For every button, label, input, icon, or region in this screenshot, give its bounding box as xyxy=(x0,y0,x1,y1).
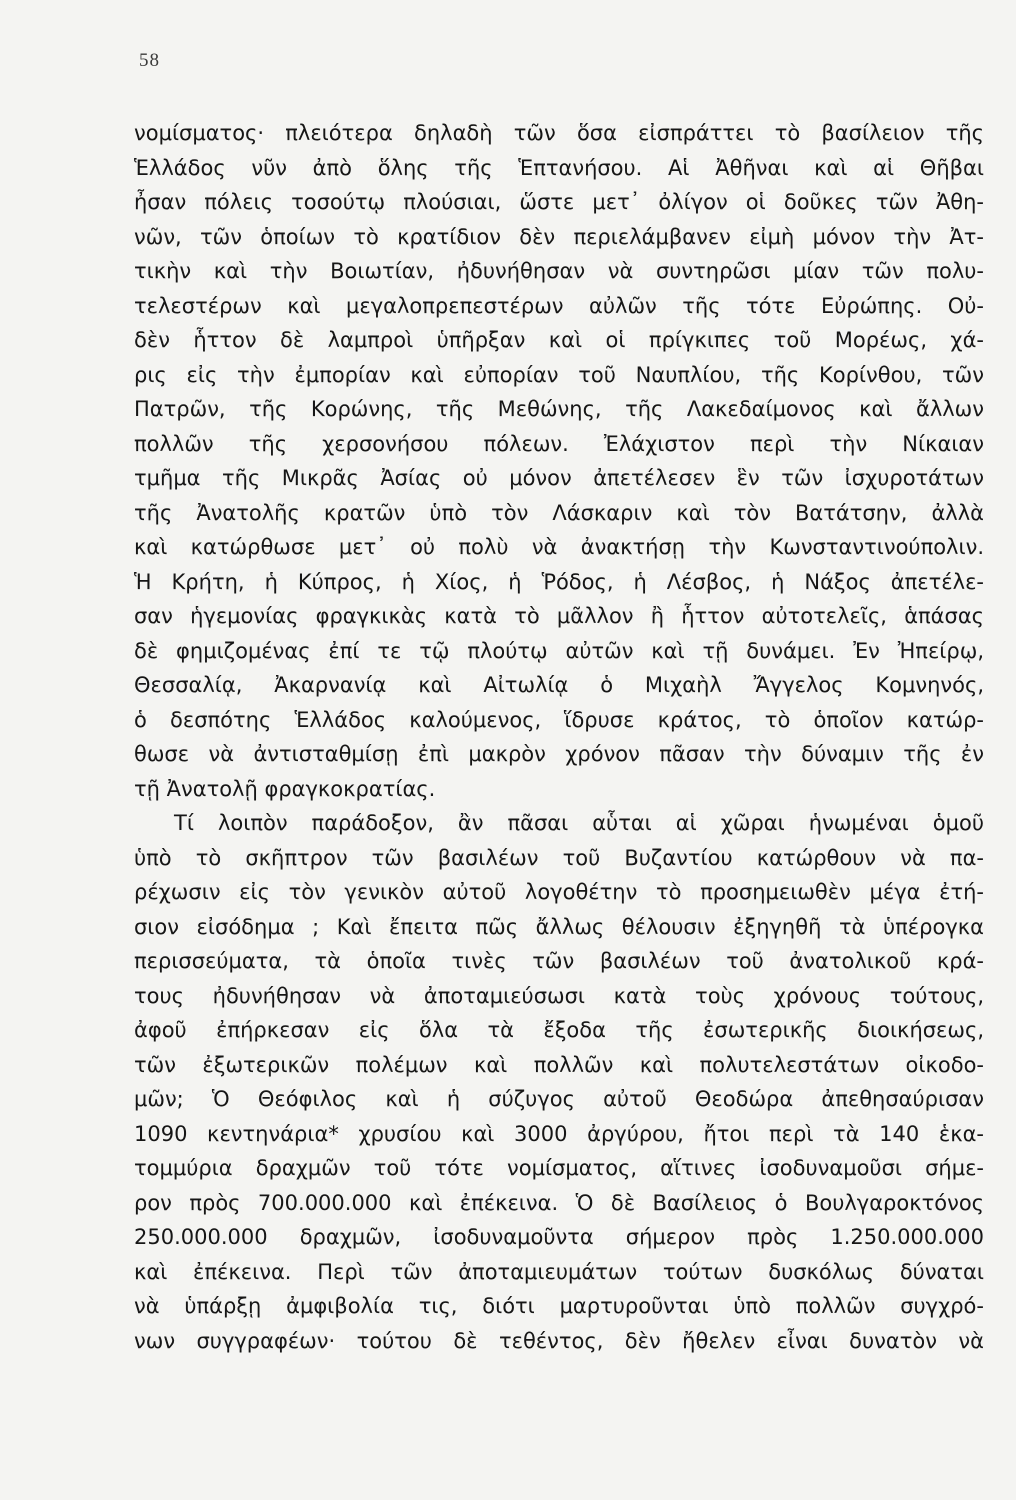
text-line: νων συγγραφέων· τούτου δὲ τεθέντος, δὲν ἤθελεν εἶναι δυνατὸν νὰ xyxy=(134,1328,984,1353)
text-line: πολλῶν τῆς χερσονήσου πόλεων. Ἐλάχιστον περὶ τὴν Νίκαιαν xyxy=(134,431,984,456)
text-line: Τί λοιπὸν παράδοξον, ἂν πᾶσαι αὗται αἱ χῶραι ἡνωμέναι ὁμοῦ xyxy=(174,811,984,835)
text-line: τελεστέρων καὶ μεγαλοπρεπεστέρων αὐλῶν τῆς τότε Εὐρώπης. Οὐ- xyxy=(134,293,984,318)
text-line: Θεσσαλίᾳ, Ἀκαρνανίᾳ καὶ Αἰτωλίᾳ ὁ Μιχαὴλ Ἄγγελος Κομνηνός, xyxy=(134,673,984,697)
text-line: 250.000.000 δραχμῶν, ἰσοδυναμοῦντα σήμερον πρὸς 1.250.000.000 xyxy=(134,1225,984,1249)
text-line: θωσε νὰ ἀντισταθμίσῃ ἐπὶ μακρὸν χρόνον πᾶσαν τὴν δύναμιν τῆς ἐν xyxy=(134,742,984,766)
text-line: τους ἠδυνήθησαν νὰ ἀποταμιεύσωσι κατὰ τοὺς χρόνους τούτους, xyxy=(134,983,984,1008)
text-line: ἦσαν πόλεις τοσούτῳ πλούσιαι, ὥστε μετ᾽ ὀλίγον οἱ δοῦκες τῶν Ἀθη- xyxy=(134,190,984,214)
text-line: μῶν; Ὁ Θεόφιλος καὶ ἡ σύζυγος αὐτοῦ Θεοδώρα ἀπεθησαύρισαν xyxy=(134,1087,984,1111)
text-line: δὲ φημιζομένας ἐπί τε τῷ πλούτῳ αὐτῶν καὶ τῇ δυνάμει. Ἐν Ἠπείρῳ, xyxy=(134,638,984,663)
text-line: Ἡ Κρήτη, ἡ Κύπρος, ἡ Χίος, ἡ Ῥόδος, ἡ Λέσβος, ἡ Νάξος ἀπετέλε- xyxy=(134,569,984,594)
text-line: σαν ἡγεμονίας φραγκικὰς κατὰ τὸ μᾶλλον ἢ ἧττον αὐτοτελεῖς, ἁπάσας xyxy=(134,604,984,628)
text-line: δὲν ἧττον δὲ λαμπροὶ ὑπῆρξαν καὶ οἱ πρίγκιπες τοῦ Μορέως, χά- xyxy=(134,328,984,352)
body-text xyxy=(134,116,984,1358)
text-line: τῶν ἐξωτερικῶν πολέμων καὶ πολλῶν καὶ πολυτελεστάτων οἰκοδο- xyxy=(134,1052,984,1077)
text-line: τῇ Ἀνατολῇ φραγκοκρατίας. xyxy=(134,776,436,801)
text-line: τῆς Ἀνατολῆς κρατῶν ὑπὸ τὸν Λάσκαριν καὶ τὸν Βατάτσην, ἀλλὰ xyxy=(134,500,984,525)
text-line: ὁ δεσπότης Ἑλλάδος καλούμενος, ἵδρυσε κράτος, τὸ ὁποῖον κατώρ- xyxy=(134,707,984,732)
text-line: 1090 κεντηνάρια* χρυσίου καὶ 3000 ἀργύρου, ἤτοι περὶ τὰ 140 ἑκα- xyxy=(134,1121,984,1146)
text-line: ρέχωσιν εἰς τὸν γενικὸν αὐτοῦ λογοθέτην τὸ προσημειωθὲν μέγα ἐτή- xyxy=(134,880,984,904)
text-line: Πατρῶν, τῆς Κορώνης, τῆς Μεθώνης, τῆς Λακεδαίμονος καὶ ἄλλων xyxy=(134,397,984,421)
text-line: ρον πρὸς 700.000.000 καὶ ἐπέκεινα. Ὁ δὲ Βασίλειος ὁ Βουλγαροκτόνος xyxy=(134,1190,984,1215)
text-line: τομμύρια δραχμῶν τοῦ τότε νομίσματος, αἵτινες ἰσοδυναμοῦσι σήμε- xyxy=(134,1156,984,1180)
text-line: νῶν, τῶν ὁποίων τὸ κρατίδιον δὲν περιελάμβανεν εἰμὴ μόνον τὴν Ἀτ- xyxy=(134,224,984,249)
text-line: ὑπὸ τὸ σκῆπτρον τῶν βασιλέων τοῦ Βυζαντίου κατώρθουν νὰ πα- xyxy=(134,845,984,870)
text-line: ρις εἰς τὴν ἐμπορίαν καὶ εὐπορίαν τοῦ Ναυπλίου, τῆς Κορίνθου, τῶν xyxy=(134,362,984,387)
text-line: σιον εἰσόδημα ; Καὶ ἔπειτα πῶς ἄλλως θέλουσιν ἐξηγηθῆ τὰ ὑπέρογκα xyxy=(134,914,984,939)
text-line: περισσεύματα, τὰ ὁποῖα τινὲς τῶν βασιλέων τοῦ ἀνατολικοῦ κρά- xyxy=(134,949,984,973)
text-line: Ἑλλάδος νῦν ἀπὸ ὅλης τῆς Ἑπτανήσου. Αἱ Ἀθῆναι καὶ αἱ Θῆβαι xyxy=(134,155,984,180)
text-line: νὰ ὑπάρξῃ ἀμφιβολία τις, διότι μαρτυροῦνται ὑπὸ πολλῶν συγχρό- xyxy=(134,1294,984,1318)
text-line: ἀφοῦ ἐπήρκεσαν εἰς ὅλα τὰ ἔξοδα τῆς ἐσωτερικῆς διοικήσεως, xyxy=(134,1018,984,1042)
page-number: 58 xyxy=(139,50,160,71)
text-line: τικὴν καὶ τὴν Βοιωτίαν, ἠδυνήθησαν νὰ συντηρῶσι μίαν τῶν πολυ- xyxy=(134,259,984,283)
text-line: νομίσματος· πλειότερα δηλαδὴ τῶν ὅσα εἰσπράττει τὸ βασίλειον τῆς xyxy=(134,121,984,145)
text-line: τμῆμα τῆς Μικρᾶς Ἀσίας οὐ μόνον ἀπετέλεσεν ἓν τῶν ἰσχυροτάτων xyxy=(134,466,984,490)
text-line: καὶ ἐπέκεινα. Περὶ τῶν ἀποταμιευμάτων τούτων δυσκόλως δύναται xyxy=(134,1259,984,1284)
text-line: καὶ κατώρθωσε μετ᾽ οὐ πολὺ νὰ ἀνακτήσῃ τὴν Κωνσταντινούπολιν. xyxy=(134,535,984,559)
